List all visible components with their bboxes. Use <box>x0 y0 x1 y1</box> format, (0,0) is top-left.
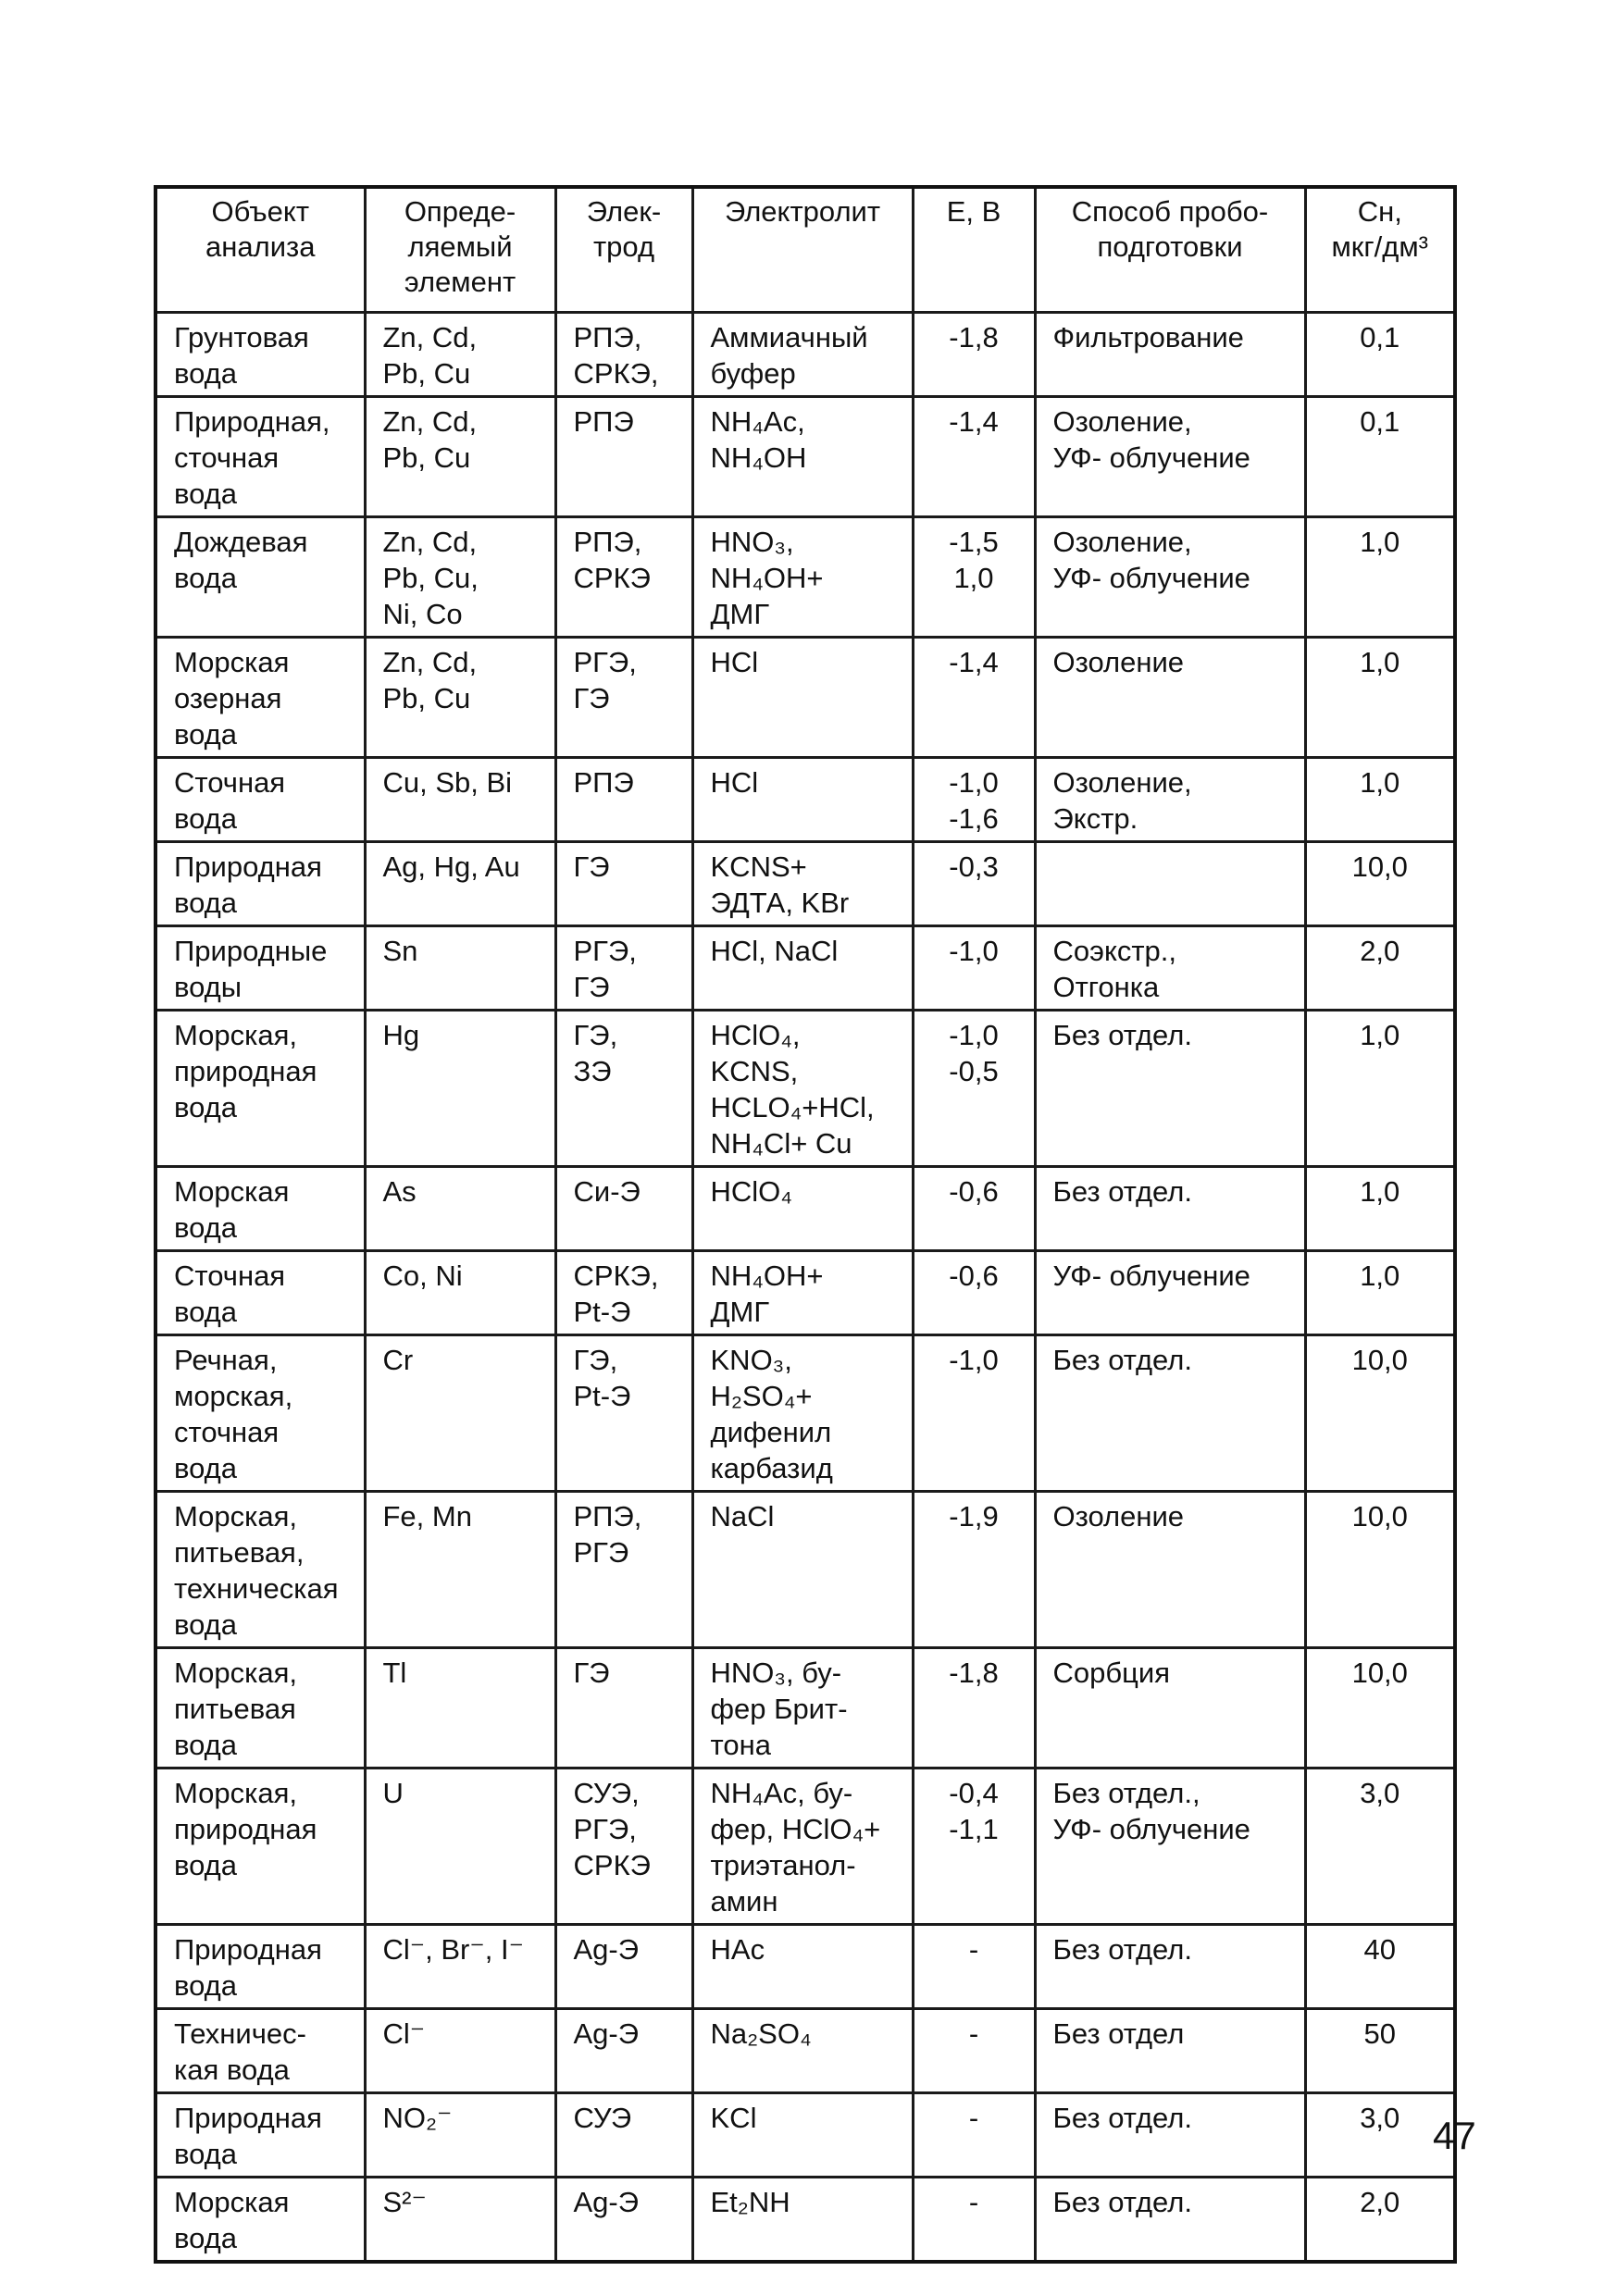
cell-potential: -1,0 -1,6 <box>913 758 1035 842</box>
table-row <box>155 1492 1455 1648</box>
cell-object: Дождевая вода <box>155 517 365 638</box>
table-row <box>155 1769 1455 1925</box>
cell-electrolyte: NaCl <box>692 1492 913 1648</box>
header-object: Объект анализа <box>155 187 365 313</box>
cell-electrode: ГЭ <box>555 842 692 926</box>
cell-potential: -1,8 <box>913 1648 1035 1769</box>
cell-object: Морская вода <box>155 1167 365 1251</box>
table-row <box>155 758 1455 842</box>
cell-electrolyte: HCl, NaCl <box>692 926 913 1011</box>
cell-electrolyte: NH₄Ac, бу- фер, HClO₄+ триэтанол- амин <box>692 1769 913 1925</box>
cell-potential: - <box>913 2009 1035 2093</box>
cell-potential: -0,3 <box>913 842 1035 926</box>
cell-element: Zn, Cd, Pb, Cu <box>365 397 555 517</box>
cell-element: Zn, Cd, Pb, Cu <box>365 638 555 758</box>
cell-electrode: РПЭ, РГЭ <box>555 1492 692 1648</box>
cell-electrolyte: HNO₃, бу- фер Брит- тона <box>692 1648 913 1769</box>
table-row <box>155 1648 1455 1769</box>
cell-preparation: Без отдел., УФ- облучение <box>1035 1769 1305 1925</box>
table-row <box>155 842 1455 926</box>
page-number: 47 <box>1433 2114 1476 2157</box>
cell-concentration: 1,0 <box>1305 638 1455 758</box>
cell-object: Морская, питьевая вода <box>155 1648 365 1769</box>
cell-concentration: 1,0 <box>1305 1251 1455 1335</box>
cell-element: Cl⁻ <box>365 2009 555 2093</box>
header-element: Опреде- ляемый элемент <box>365 187 555 313</box>
cell-object: Природные воды <box>155 926 365 1011</box>
cell-element: Sn <box>365 926 555 1011</box>
table-row <box>155 2093 1455 2178</box>
cell-electrolyte: Аммиачный буфер <box>692 313 913 397</box>
cell-electrode: РПЭ, СРКЭ <box>555 517 692 638</box>
cell-potential: -1,5 1,0 <box>913 517 1035 638</box>
cell-potential: -1,4 <box>913 397 1035 517</box>
header-concentration: Cн, мкг/дм³ <box>1305 187 1455 313</box>
cell-preparation: Без отдел. <box>1035 1925 1305 2009</box>
cell-electrolyte: KNO₃, H₂SO₄+ дифенил карбазид <box>692 1335 913 1492</box>
cell-electrode: РГЭ, ГЭ <box>555 926 692 1011</box>
cell-element: U <box>365 1769 555 1925</box>
cell-element: As <box>365 1167 555 1251</box>
cell-potential: -1,0 <box>913 1335 1035 1492</box>
cell-concentration: 3,0 <box>1305 1769 1455 1925</box>
cell-electrolyte: NH₄Ac, NH₄OH <box>692 397 913 517</box>
cell-electrode: ГЭ, ЗЭ <box>555 1011 692 1167</box>
cell-electrolyte: Na₂SO₄ <box>692 2009 913 2093</box>
cell-concentration: 10,0 <box>1305 1335 1455 1492</box>
cell-preparation: УФ- облучение <box>1035 1251 1305 1335</box>
cell-preparation: Без отдел. <box>1035 1335 1305 1492</box>
cell-object: Морская, природная вода <box>155 1769 365 1925</box>
cell-concentration: 3,0 <box>1305 2093 1455 2178</box>
cell-electrode: ГЭ <box>555 1648 692 1769</box>
cell-element: Cu, Sb, Bi <box>365 758 555 842</box>
cell-electrode: РПЭ <box>555 397 692 517</box>
cell-electrode: Си-Э <box>555 1167 692 1251</box>
cell-preparation: Сорбция <box>1035 1648 1305 1769</box>
table-body <box>155 313 1455 2263</box>
cell-electrode: ГЭ, Pt-Э <box>555 1335 692 1492</box>
cell-concentration: 40 <box>1305 1925 1455 2009</box>
cell-object: Грунтовая вода <box>155 313 365 397</box>
cell-preparation: Озоление, УФ- облучение <box>1035 517 1305 638</box>
cell-object: Природная вода <box>155 2093 365 2178</box>
cell-concentration: 0,1 <box>1305 397 1455 517</box>
cell-element: Fe, Mn <box>365 1492 555 1648</box>
cell-preparation: Без отдел. <box>1035 2093 1305 2178</box>
cell-electrode: Ag-Э <box>555 2178 692 2263</box>
cell-element: Zn, Cd, Pb, Cu, Ni, Co <box>365 517 555 638</box>
cell-potential: - <box>913 1925 1035 2009</box>
cell-element: Hg <box>365 1011 555 1167</box>
cell-preparation: Озоление <box>1035 1492 1305 1648</box>
cell-potential: - <box>913 2093 1035 2178</box>
cell-preparation: Без отдел. <box>1035 2178 1305 2263</box>
table-row <box>155 1251 1455 1335</box>
cell-potential: -1,0 -0,5 <box>913 1011 1035 1167</box>
cell-preparation <box>1035 842 1305 926</box>
cell-electrode: СУЭ <box>555 2093 692 2178</box>
cell-preparation: Фильтрование <box>1035 313 1305 397</box>
cell-electrolyte: KCNS+ ЭДТА, KBr <box>692 842 913 926</box>
data-table <box>154 185 1457 2264</box>
cell-preparation: Без отдел. <box>1035 1167 1305 1251</box>
cell-electrode: РПЭ, СРКЭ, <box>555 313 692 397</box>
cell-electrolyte: HAc <box>692 1925 913 2009</box>
cell-electrode: СРКЭ, Pt-Э <box>555 1251 692 1335</box>
cell-concentration: 0,1 <box>1305 313 1455 397</box>
cell-concentration: 2,0 <box>1305 2178 1455 2263</box>
table-row <box>155 517 1455 638</box>
cell-concentration: 50 <box>1305 2009 1455 2093</box>
cell-preparation: Озоление <box>1035 638 1305 758</box>
table-row <box>155 397 1455 517</box>
cell-potential: -0,6 <box>913 1251 1035 1335</box>
cell-object: Морская вода <box>155 2178 365 2263</box>
cell-object: Сточная вода <box>155 1251 365 1335</box>
cell-concentration: 10,0 <box>1305 1492 1455 1648</box>
cell-electrolyte: NH₄OH+ ДМГ <box>692 1251 913 1335</box>
cell-concentration: 2,0 <box>1305 926 1455 1011</box>
cell-object: Техничес- кая вода <box>155 2009 365 2093</box>
cell-concentration: 10,0 <box>1305 842 1455 926</box>
cell-element: S²⁻ <box>365 2178 555 2263</box>
cell-preparation: Соэкстр., Отгонка <box>1035 926 1305 1011</box>
table-header-row <box>155 187 1455 313</box>
cell-potential: -1,0 <box>913 926 1035 1011</box>
cell-electrolyte: HCl <box>692 758 913 842</box>
cell-concentration: 1,0 <box>1305 517 1455 638</box>
cell-electrolyte: HCl <box>692 638 913 758</box>
cell-element: Cr <box>365 1335 555 1492</box>
cell-potential: -1,9 <box>913 1492 1035 1648</box>
table-row <box>155 638 1455 758</box>
cell-electrolyte: HClO₄ <box>692 1167 913 1251</box>
cell-potential: - <box>913 2178 1035 2263</box>
table-row <box>155 2009 1455 2093</box>
cell-object: Сточная вода <box>155 758 365 842</box>
table-row <box>155 1335 1455 1492</box>
cell-electrode: СУЭ, РГЭ, СРКЭ <box>555 1769 692 1925</box>
cell-object: Природная, сточная вода <box>155 397 365 517</box>
cell-object: Речная, морская, сточная вода <box>155 1335 365 1492</box>
cell-concentration: 1,0 <box>1305 1167 1455 1251</box>
cell-preparation: Озоление, УФ- облучение <box>1035 397 1305 517</box>
cell-potential: -0,4 -1,1 <box>913 1769 1035 1925</box>
cell-preparation: Без отдел <box>1035 2009 1305 2093</box>
header-potential: E, B <box>913 187 1035 313</box>
cell-electrode: Ag-Э <box>555 2009 692 2093</box>
cell-object: Природная вода <box>155 1925 365 2009</box>
table-row <box>155 2178 1455 2263</box>
cell-potential: -0,6 <box>913 1167 1035 1251</box>
table-row <box>155 313 1455 397</box>
table-row <box>155 1925 1455 2009</box>
header-electrode: Элек- трод <box>555 187 692 313</box>
cell-preparation: Без отдел. <box>1035 1011 1305 1167</box>
cell-object: Морская озерная вода <box>155 638 365 758</box>
cell-electrolyte: KCl <box>692 2093 913 2178</box>
cell-object: Морская, природная вода <box>155 1011 365 1167</box>
cell-electrode: РПЭ <box>555 758 692 842</box>
cell-potential: -1,8 <box>913 313 1035 397</box>
cell-element: NO₂⁻ <box>365 2093 555 2178</box>
table-row <box>155 926 1455 1011</box>
cell-concentration: 10,0 <box>1305 1648 1455 1769</box>
header-preparation: Способ пробо- подготовки <box>1035 187 1305 313</box>
cell-element: Cl⁻, Br⁻, I⁻ <box>365 1925 555 2009</box>
cell-element: Ag, Hg, Au <box>365 842 555 926</box>
cell-element: Co, Ni <box>365 1251 555 1335</box>
cell-electrolyte: HClO₄, KCNS, HCLO₄+HCl, NH₄Cl+ Cu <box>692 1011 913 1167</box>
table-row <box>155 1167 1455 1251</box>
cell-electrolyte: HNO₃, NH₄OH+ ДМГ <box>692 517 913 638</box>
header-electrolyte: Электролит <box>692 187 913 313</box>
table-row <box>155 1011 1455 1167</box>
cell-concentration: 1,0 <box>1305 1011 1455 1167</box>
cell-electrode: РГЭ, ГЭ <box>555 638 692 758</box>
cell-object: Природная вода <box>155 842 365 926</box>
cell-electrode: Ag-Э <box>555 1925 692 2009</box>
cell-electrolyte: Et₂NH <box>692 2178 913 2263</box>
cell-object: Морская, питьевая, техническая вода <box>155 1492 365 1648</box>
cell-concentration: 1,0 <box>1305 758 1455 842</box>
cell-potential: -1,4 <box>913 638 1035 758</box>
cell-element: Zn, Cd, Pb, Cu <box>365 313 555 397</box>
cell-preparation: Озоление, Экстр. <box>1035 758 1305 842</box>
cell-element: Tl <box>365 1648 555 1769</box>
